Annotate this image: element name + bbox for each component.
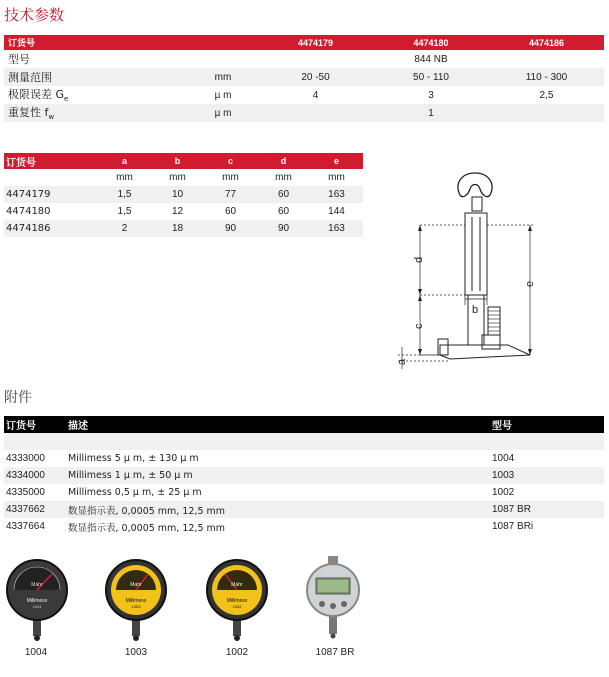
acc-cell-model: 1087 BR <box>492 504 531 515</box>
spec-table <box>4 35 604 122</box>
body-shape <box>465 213 487 295</box>
acc-cell-desc: Millimess 5 µ m, ± 130 µ m <box>68 453 199 464</box>
dim-units-row <box>4 169 363 186</box>
dim-header-e: e <box>333 156 339 166</box>
error-label-cell <box>4 86 188 103</box>
dimension-drawing <box>390 165 550 375</box>
dim-cell: 163 <box>328 223 345 234</box>
table-row <box>4 484 604 501</box>
dial-gauge-icon <box>104 552 184 647</box>
dim-header-b: b <box>174 156 181 166</box>
product-caption: 1004 <box>24 647 48 658</box>
table-row <box>4 467 604 484</box>
error-value-3: 2,5 <box>539 89 554 101</box>
anvil-shape <box>440 345 530 359</box>
product-1087-br <box>298 552 378 658</box>
header-order-no: 订货号 <box>8 39 36 49</box>
dimension-table <box>4 153 363 237</box>
acc-table-header <box>4 416 604 433</box>
section-title-specs: 技术参数 <box>4 6 65 24</box>
acc-cell-desc: Millimess 0,5 µ m, ± 25 µ m <box>68 487 202 498</box>
acc-cell-model: 1002 <box>492 487 515 498</box>
gauge-name: Millimess <box>26 598 48 604</box>
dim-label-e: e <box>524 280 536 287</box>
dim-header-c: c <box>227 156 233 166</box>
dial-gauge-icon <box>205 552 285 647</box>
gauge-name: Millimess <box>125 598 147 604</box>
model-label: 型号 <box>8 53 30 66</box>
dim-cell: 18 <box>171 223 184 234</box>
dim-cell: 60 <box>277 206 290 217</box>
range-value-3: 110 - 300 <box>525 71 568 83</box>
model-value: 844 NB <box>414 53 448 65</box>
dim-cell: 60 <box>224 206 237 217</box>
error-label-sub: e <box>64 95 69 104</box>
acc-cell-order: 4333000 <box>6 453 45 464</box>
dim-cell: 60 <box>277 189 290 200</box>
gauge-brand: Mahr <box>130 582 142 588</box>
repeat-label: 重复性 f <box>8 106 49 120</box>
digital-indicator-icon <box>298 552 378 647</box>
dim-cell: 10 <box>171 189 184 200</box>
section-title-accessories: 附件 <box>4 390 32 406</box>
dim-cell: 77 <box>224 189 237 200</box>
acc-cell-model: 1087 BRi <box>492 521 534 532</box>
dim-label-d: d <box>413 256 425 263</box>
table-row <box>4 501 604 518</box>
product-caption: 1003 <box>124 647 148 658</box>
dim-header-order: 订货号 <box>6 157 36 169</box>
error-value-2: 3 <box>428 89 434 101</box>
repeat-value: 1 <box>428 107 434 119</box>
table-row <box>4 450 604 467</box>
table-row <box>4 203 363 220</box>
gauge-model: 1003 <box>131 604 141 609</box>
acc-header-desc: 描述 <box>68 421 88 432</box>
dim-table-header <box>4 153 363 169</box>
range-label: 测量范围 <box>8 71 52 84</box>
table-row <box>4 518 604 535</box>
dim-header-d: d <box>280 156 287 166</box>
neck-shape <box>472 197 482 211</box>
header-4474180: 4474180 <box>413 37 449 48</box>
spec-row-error <box>4 86 604 104</box>
acc-cell-order: 4337662 <box>6 504 45 515</box>
range-value-2: 50 - 110 <box>413 71 449 83</box>
dim-unit: mm <box>328 172 345 183</box>
dial-gauge-icon <box>0 552 80 647</box>
dim-cell: 144 <box>328 206 345 217</box>
dim-cell: 12 <box>171 206 184 217</box>
acc-cell-desc: 数显指示表, 0,0005 mm, 12,5 mm <box>68 522 226 534</box>
dim-unit: mm <box>222 172 239 183</box>
gauge-model: 1002 <box>232 604 242 609</box>
dim-label-b: b <box>472 304 479 316</box>
dim-cell: 90 <box>224 223 237 234</box>
error-unit: µ m <box>214 89 232 101</box>
product-caption: 1002 <box>225 647 249 658</box>
dim-unit: mm <box>116 172 133 183</box>
spec-row-model <box>4 50 604 68</box>
gauge-name: Millimess <box>226 598 248 604</box>
dim-header-a: a <box>121 156 127 166</box>
dim-cell: 90 <box>277 223 290 234</box>
acc-cell-model: 1003 <box>492 470 515 481</box>
product-caption: 1087 BR <box>315 647 355 658</box>
product-1002 <box>205 552 285 658</box>
table-row <box>4 186 363 203</box>
dim-unit: mm <box>275 172 292 183</box>
range-unit: mm <box>214 71 232 83</box>
product-1003 <box>104 552 184 658</box>
error-label: 极限误差 G <box>8 88 65 102</box>
dim-cell-order: 4474179 <box>6 189 51 200</box>
dim-cell-order: 4474186 <box>6 223 51 234</box>
dim-unit: mm <box>169 172 186 183</box>
dim-cell: 163 <box>328 189 345 200</box>
repeat-label-cell <box>4 104 188 121</box>
spec-table-header <box>4 35 604 50</box>
gauge-brand: Mahr <box>231 582 243 588</box>
gauge-brand: Mahr <box>31 582 43 588</box>
acc-header-order: 订货号 <box>6 421 36 432</box>
error-value-1: 4 <box>312 89 319 101</box>
acc-header-model: 型号 <box>492 421 512 432</box>
header-4474186: 4474186 <box>528 37 565 48</box>
acc-blank-row <box>4 433 604 450</box>
dim-label-a: a <box>396 358 408 365</box>
accessories-table <box>4 416 604 535</box>
spec-row-range <box>4 68 604 86</box>
acc-cell-desc: 数显指示表, 0,0005 mm, 12,5 mm <box>68 505 226 517</box>
dim-cell: 1,5 <box>117 206 132 217</box>
dim-cell: 2 <box>121 223 128 234</box>
acc-cell-order: 4335000 <box>6 487 45 498</box>
acc-cell-order: 4334000 <box>6 470 45 481</box>
header-4474179: 4474179 <box>297 37 334 48</box>
repeat-label-sub: w <box>48 113 55 122</box>
gauge-model: 1004 <box>32 604 42 609</box>
spec-row-repeat <box>4 104 604 122</box>
dim-label-c: c <box>413 323 425 329</box>
dim-cell-order: 4474180 <box>6 206 51 217</box>
dim-cell: 1,5 <box>117 189 132 200</box>
acc-cell-model: 1004 <box>492 453 515 464</box>
repeat-unit: µ m <box>214 107 232 119</box>
product-1004 <box>0 552 80 658</box>
handle-icon <box>458 173 492 197</box>
range-value-1: 20 -50 <box>301 71 330 83</box>
table-row <box>4 220 363 237</box>
acc-cell-order: 4337664 <box>6 521 45 532</box>
acc-cell-desc: Millimess 1 µ m, ± 50 µ m <box>68 470 193 481</box>
